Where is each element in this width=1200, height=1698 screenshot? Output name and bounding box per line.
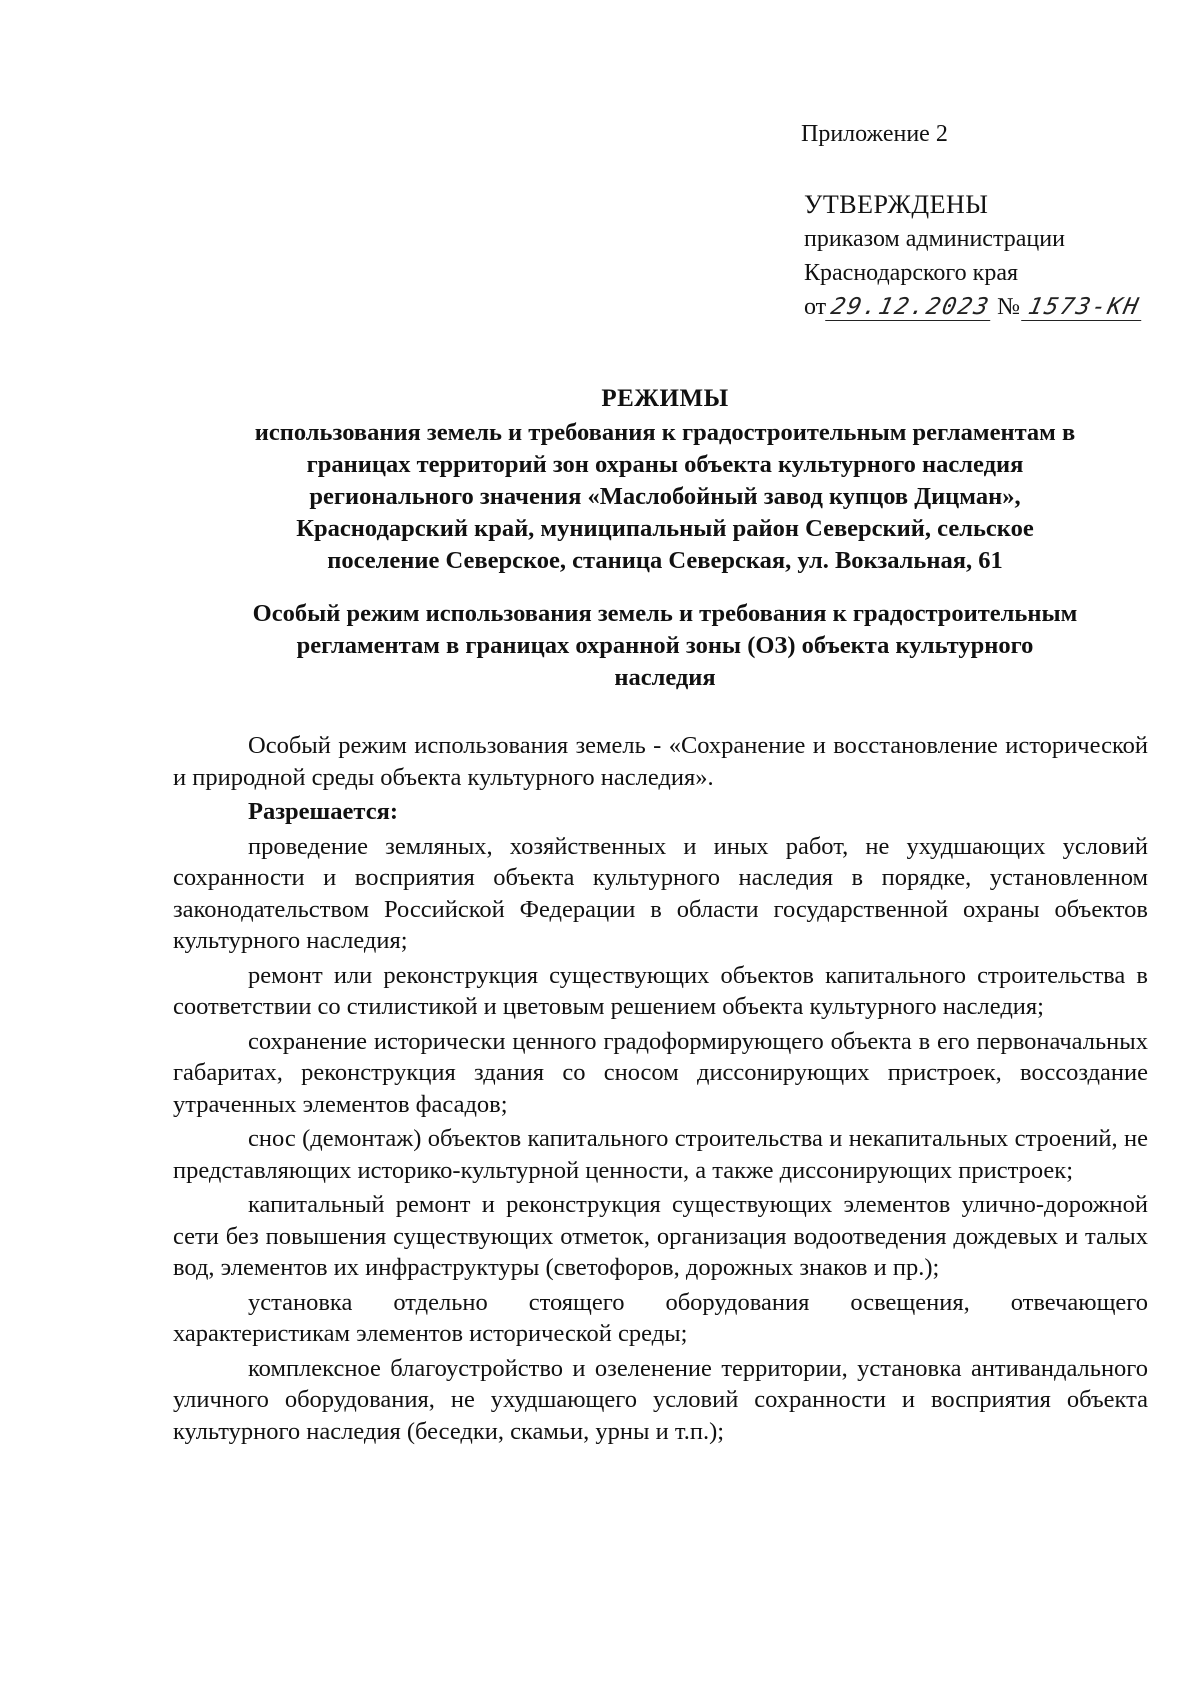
title-main: РЕЖИМЫ	[601, 385, 729, 412]
approved-label: УТВЕРЖДЕНЫ	[804, 190, 989, 219]
document-title	[170, 383, 1160, 577]
appendix-label: Приложение 2	[801, 121, 948, 147]
section-heading-line: наследия	[614, 664, 716, 691]
body-text	[173, 730, 1148, 1447]
number-prefix: №	[997, 294, 1021, 320]
section-heading-line: регламентам в границах охранной зоны (ОЗ) объекта культурного	[296, 632, 1034, 659]
date-prefix: от	[804, 294, 827, 320]
title-line: поселение Северское, станица Северская, ул. Вокзальная, 61	[327, 547, 1003, 574]
allowed-item: установка отдельно стоящего оборудования освещения, отвечающего характеристикам элементов исторической среды;	[173, 1288, 1148, 1347]
handwritten-number: 1573-КН	[1021, 294, 1147, 321]
allowed-item: снос (демонтаж) объектов капитального строительства и некапитальных строений, не представляющих историко-культурной ценности, а также диссонирующих пристроек;	[173, 1125, 1148, 1184]
title-line: использования земель и требования к градостроительным регламентам в	[254, 419, 1076, 446]
order-line-2: Краснодарского края	[804, 260, 1019, 286]
section-heading-line: Особый режим использования земель и требования к градостроительным	[252, 600, 1078, 627]
section-heading	[170, 598, 1160, 694]
intro-paragraph: Особый режим использования земель - «Сохранение и восстановление исторической и природной среды объекта культурного наследия».	[173, 732, 1148, 791]
title-line: регионального значения «Маслобойный завод купцов Дицман»,	[309, 483, 1021, 510]
order-line-1: приказом администрации	[804, 226, 1065, 252]
allowed-item: сохранение исторически ценного градоформирующего объекта в его первоначальных габаритах, реконструкция здания со сносом диссонирующих пристроек, воссоздание утраченных элементов фасадов;	[173, 1027, 1148, 1118]
approval-block	[804, 188, 1143, 324]
order-date-number-line	[804, 290, 1143, 324]
allowed-item: капитальный ремонт и реконструкция существующих элементов улично-дорожной сети без повышения существующих отметок, организация водоотведения дождевых и талых вод, элементов их инфраструктуры (светофоров, дорожных знаков и пр.);	[173, 1191, 1148, 1281]
title-line: границах территорий зон охраны объекта культурного наследия	[306, 451, 1024, 478]
allowed-heading: Разрешается:	[248, 798, 398, 825]
allowed-item: ремонт или реконструкция существующих объектов капитального строительства в соответствии со стилистикой и цветовым решением объекта культурного наследия;	[173, 961, 1148, 1020]
title-line: Краснодарский край, муниципальный район Северский, сельское	[296, 515, 1034, 542]
allowed-item: проведение земляных, хозяйственных и иных работ, не ухудшающих условий сохранности и восприятия объекта культурного наследия в порядке, установленном законодательством Российской Федерации в области государственной охраны объектов культурного наследия;	[173, 832, 1148, 954]
allowed-item: комплексное благоустройство и озеленение территории, установка антивандального уличного оборудования, не ухудшающего условий сохранности и восприятия объекта культурного наследия (беседки, скамьи, урны и т.п.);	[173, 1354, 1148, 1445]
handwritten-date: 29.12.2023	[825, 294, 996, 321]
